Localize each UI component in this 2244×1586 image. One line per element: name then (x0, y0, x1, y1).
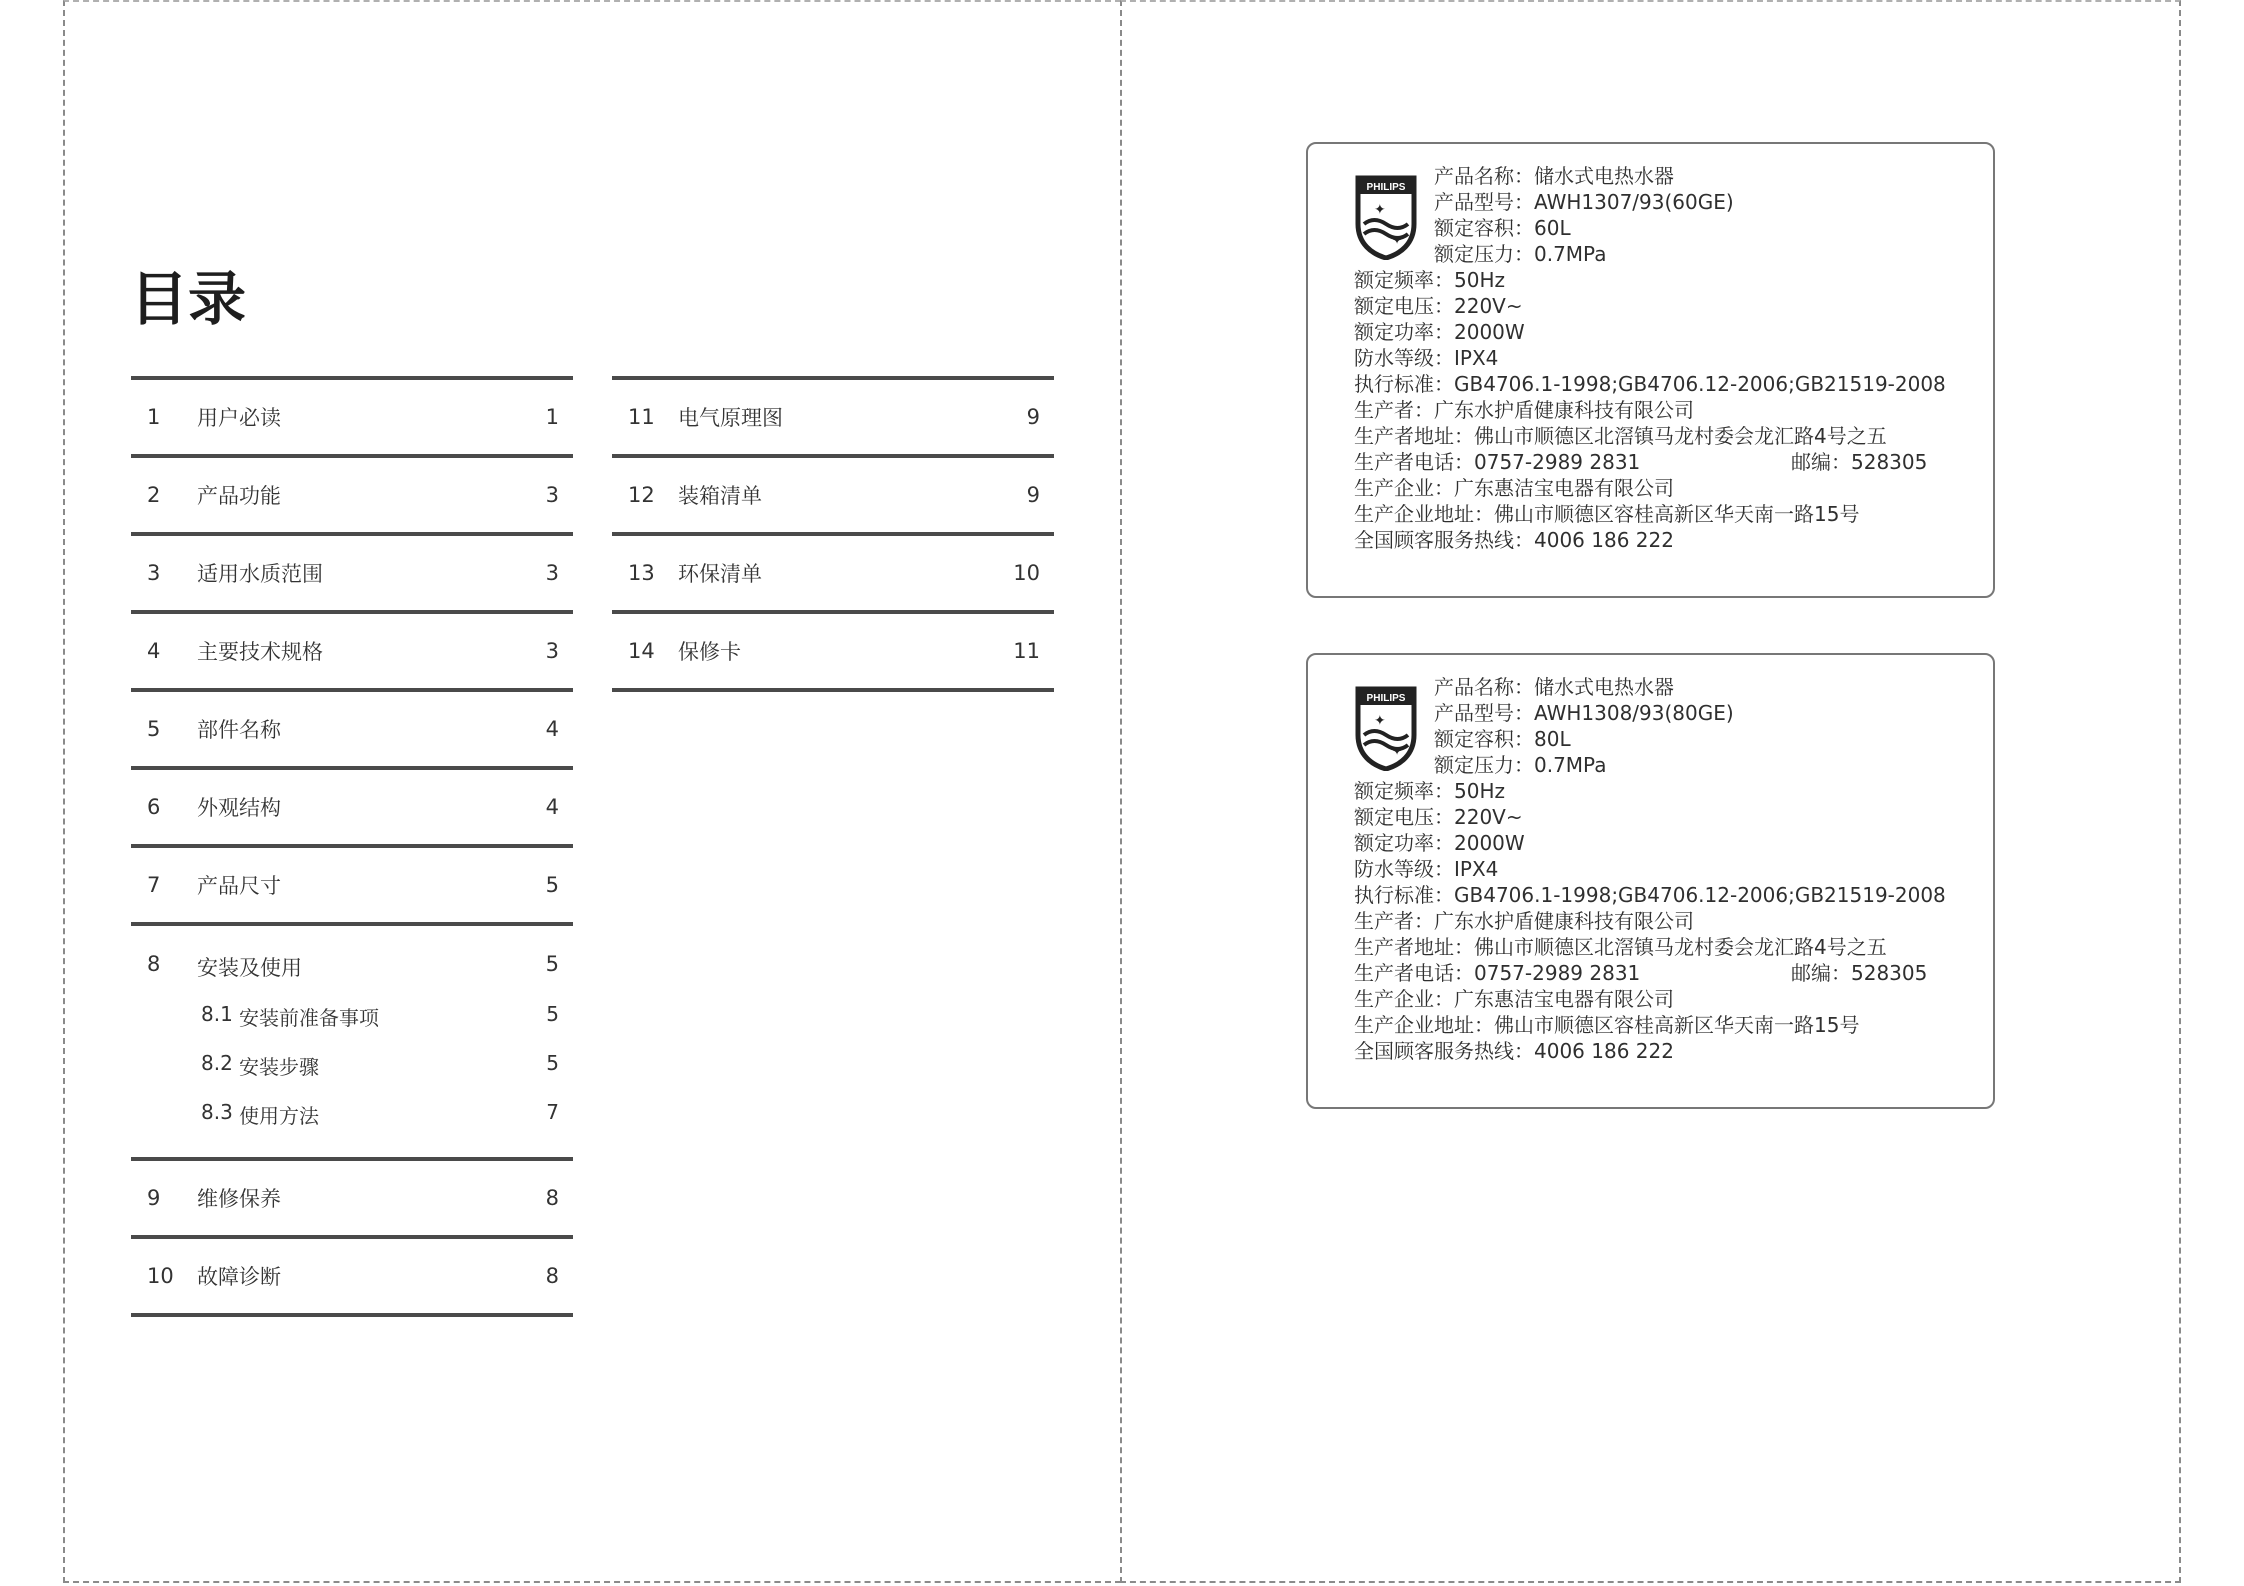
toc-item-page: 3 (545, 639, 559, 663)
toc-column-left (131, 376, 573, 1317)
svg-text:✦: ✦ (1392, 744, 1403, 758)
philips-shield-logo (1354, 174, 1418, 260)
capacity: 额定容积：80L (1434, 727, 1571, 751)
toc-subitem-number: 8.2 (201, 1051, 233, 1075)
manufacturer-address: 生产企业地址：佛山市顺德区容桂高新区华天南一路15号 (1354, 502, 1860, 526)
toc-item-number: 5 (147, 717, 161, 741)
frequency: 额定频率：50Hz (1354, 779, 1505, 803)
toc-item-number: 12 (628, 483, 655, 507)
toc-item-page: 5 (545, 873, 559, 897)
svg-text:✦: ✦ (1374, 202, 1386, 218)
toc-item-page: 3 (545, 561, 559, 585)
toc-subitem-number: 8.1 (201, 1002, 233, 1026)
toc-item[interactable] (131, 614, 573, 688)
toc-subitem-page: 5 (546, 1002, 559, 1026)
producer: 生产者：广东水护盾健康科技有限公司 (1354, 909, 1694, 933)
toc-item-label: 产品尺寸 (197, 874, 281, 898)
producer-phone: 生产者电话：0757-2989 2831 (1354, 961, 1641, 985)
toc-item-label: 外观结构 (197, 796, 281, 820)
toc-item-number: 6 (147, 795, 161, 819)
rating-label-80l (1306, 653, 1995, 1109)
toc-item-label: 保修卡 (678, 640, 741, 664)
waterproof-rating: 防水等级：IPX4 (1354, 857, 1499, 881)
voltage: 额定电压：220V~ (1354, 805, 1523, 829)
toc-item-number: 11 (628, 405, 655, 429)
toc-item-label: 环保清单 (678, 562, 762, 586)
toc-subitem[interactable] (131, 1051, 573, 1081)
toc-item-page: 10 (1013, 561, 1040, 585)
standard: 执行标准：GB4706.1-1998;GB4706.12-2006;GB21519-2008 (1354, 372, 1946, 396)
service-hotline: 全国顾客服务热线：4006 186 222 (1354, 1039, 1674, 1063)
toc-item-page: 3 (545, 483, 559, 507)
toc-subitem[interactable] (131, 1100, 573, 1130)
toc-item-label: 用户必读 (197, 406, 281, 430)
product-name: 产品名称：储水式电热水器 (1434, 675, 1674, 699)
toc-item-number: 3 (147, 561, 161, 585)
toc-item-number: 7 (147, 873, 161, 897)
toc-item[interactable] (131, 848, 573, 922)
toc-subitem-page: 5 (546, 1051, 559, 1075)
toc-item-label: 装箱清单 (678, 484, 762, 508)
toc-item-page: 1 (545, 405, 559, 429)
manufacturer: 生产企业：广东惠洁宝电器有限公司 (1354, 476, 1674, 500)
toc-item-label: 电气原理图 (678, 406, 783, 430)
toc-column-right (612, 376, 1054, 692)
svg-text:✦: ✦ (1392, 233, 1403, 247)
producer-address: 生产者地址：佛山市顺德区北滘镇马龙村委会龙汇路4号之五 (1354, 935, 1887, 959)
toc-item-label: 故障诊断 (197, 1265, 281, 1289)
waterproof-rating: 防水等级：IPX4 (1354, 346, 1499, 370)
toc-subitem-label: 安装前准备事项 (239, 1006, 379, 1030)
toc-item-number: 14 (628, 639, 655, 663)
power: 额定功率：2000W (1354, 320, 1525, 344)
toc-title: 目录 (130, 265, 247, 333)
toc-item-page: 9 (1026, 405, 1040, 429)
toc-subitem-number: 8.3 (201, 1100, 233, 1124)
toc-item[interactable] (612, 458, 1054, 532)
toc-item-number: 13 (628, 561, 655, 585)
toc-item[interactable] (131, 1239, 573, 1313)
model: 产品型号：AWH1308/93(80GE) (1434, 701, 1734, 725)
capacity: 额定容积：60L (1434, 216, 1571, 240)
toc-subitem-label: 使用方法 (239, 1104, 319, 1128)
toc-item-label: 安装及使用 (197, 956, 302, 980)
toc-item-number: 2 (147, 483, 161, 507)
toc-item-page: 8 (545, 1186, 559, 1210)
pressure: 额定压力：0.7MPa (1434, 753, 1607, 777)
toc-item-number: 10 (147, 1264, 174, 1288)
brand-text: PHILIPS (1366, 693, 1406, 704)
toc-item-label: 维修保养 (197, 1187, 281, 1211)
pressure: 额定压力：0.7MPa (1434, 242, 1607, 266)
toc-item[interactable] (612, 614, 1054, 688)
manufacturer: 生产企业：广东惠洁宝电器有限公司 (1354, 987, 1674, 1011)
toc-subitem[interactable] (131, 1002, 573, 1032)
postcode: 邮编：528305 (1791, 961, 1928, 985)
postcode: 邮编：528305 (1791, 450, 1928, 474)
toc-item-with-subsections (131, 926, 573, 1157)
manufacturer-address: 生产企业地址：佛山市顺德区容桂高新区华天南一路15号 (1354, 1013, 1860, 1037)
toc-item[interactable] (612, 380, 1054, 454)
toc-item[interactable] (131, 1161, 573, 1235)
producer-phone: 生产者电话：0757-2989 2831 (1354, 450, 1641, 474)
toc-item[interactable] (131, 770, 573, 844)
toc-item-page: 8 (545, 1264, 559, 1288)
power: 额定功率：2000W (1354, 831, 1525, 855)
toc-item-label: 主要技术规格 (197, 640, 323, 664)
producer-address: 生产者地址：佛山市顺德区北滘镇马龙村委会龙汇路4号之五 (1354, 424, 1887, 448)
toc-subitem-page: 7 (546, 1100, 559, 1124)
toc-item-page: 11 (1013, 639, 1040, 663)
philips-shield-logo (1354, 685, 1418, 771)
toc-item[interactable] (131, 536, 573, 610)
toc-item-label: 部件名称 (197, 718, 281, 742)
service-hotline: 全国顾客服务热线：4006 186 222 (1354, 528, 1674, 552)
svg-text:✦: ✦ (1374, 713, 1386, 729)
toc-item-page: 5 (545, 952, 559, 976)
divider (612, 688, 1054, 692)
toc-item-label: 产品功能 (197, 484, 281, 508)
toc-item[interactable] (612, 536, 1054, 610)
toc-item-page: 4 (545, 795, 559, 819)
model: 产品型号：AWH1307/93(60GE) (1434, 190, 1734, 214)
producer: 生产者：广东水护盾健康科技有限公司 (1354, 398, 1694, 422)
brand-text: PHILIPS (1366, 182, 1406, 193)
frequency: 额定频率：50Hz (1354, 268, 1505, 292)
toc-item-label: 适用水质范围 (197, 562, 323, 586)
toc-item[interactable] (131, 458, 573, 532)
toc-subitem-label: 安装步骤 (239, 1055, 319, 1079)
standard: 执行标准：GB4706.1-1998;GB4706.12-2006;GB21519-2008 (1354, 883, 1946, 907)
toc-item-number: 1 (147, 405, 161, 429)
toc-item[interactable] (131, 952, 573, 982)
toc-item-number: 4 (147, 639, 161, 663)
rating-label-60l (1306, 142, 1995, 598)
toc-item[interactable] (131, 692, 573, 766)
product-name: 产品名称：储水式电热水器 (1434, 164, 1674, 188)
toc-item-page: 9 (1026, 483, 1040, 507)
toc-item-number: 9 (147, 1186, 161, 1210)
toc-item[interactable] (131, 380, 573, 454)
toc-item-number: 8 (147, 952, 161, 976)
toc-item-page: 4 (545, 717, 559, 741)
divider (131, 1313, 573, 1317)
voltage: 额定电压：220V~ (1354, 294, 1523, 318)
